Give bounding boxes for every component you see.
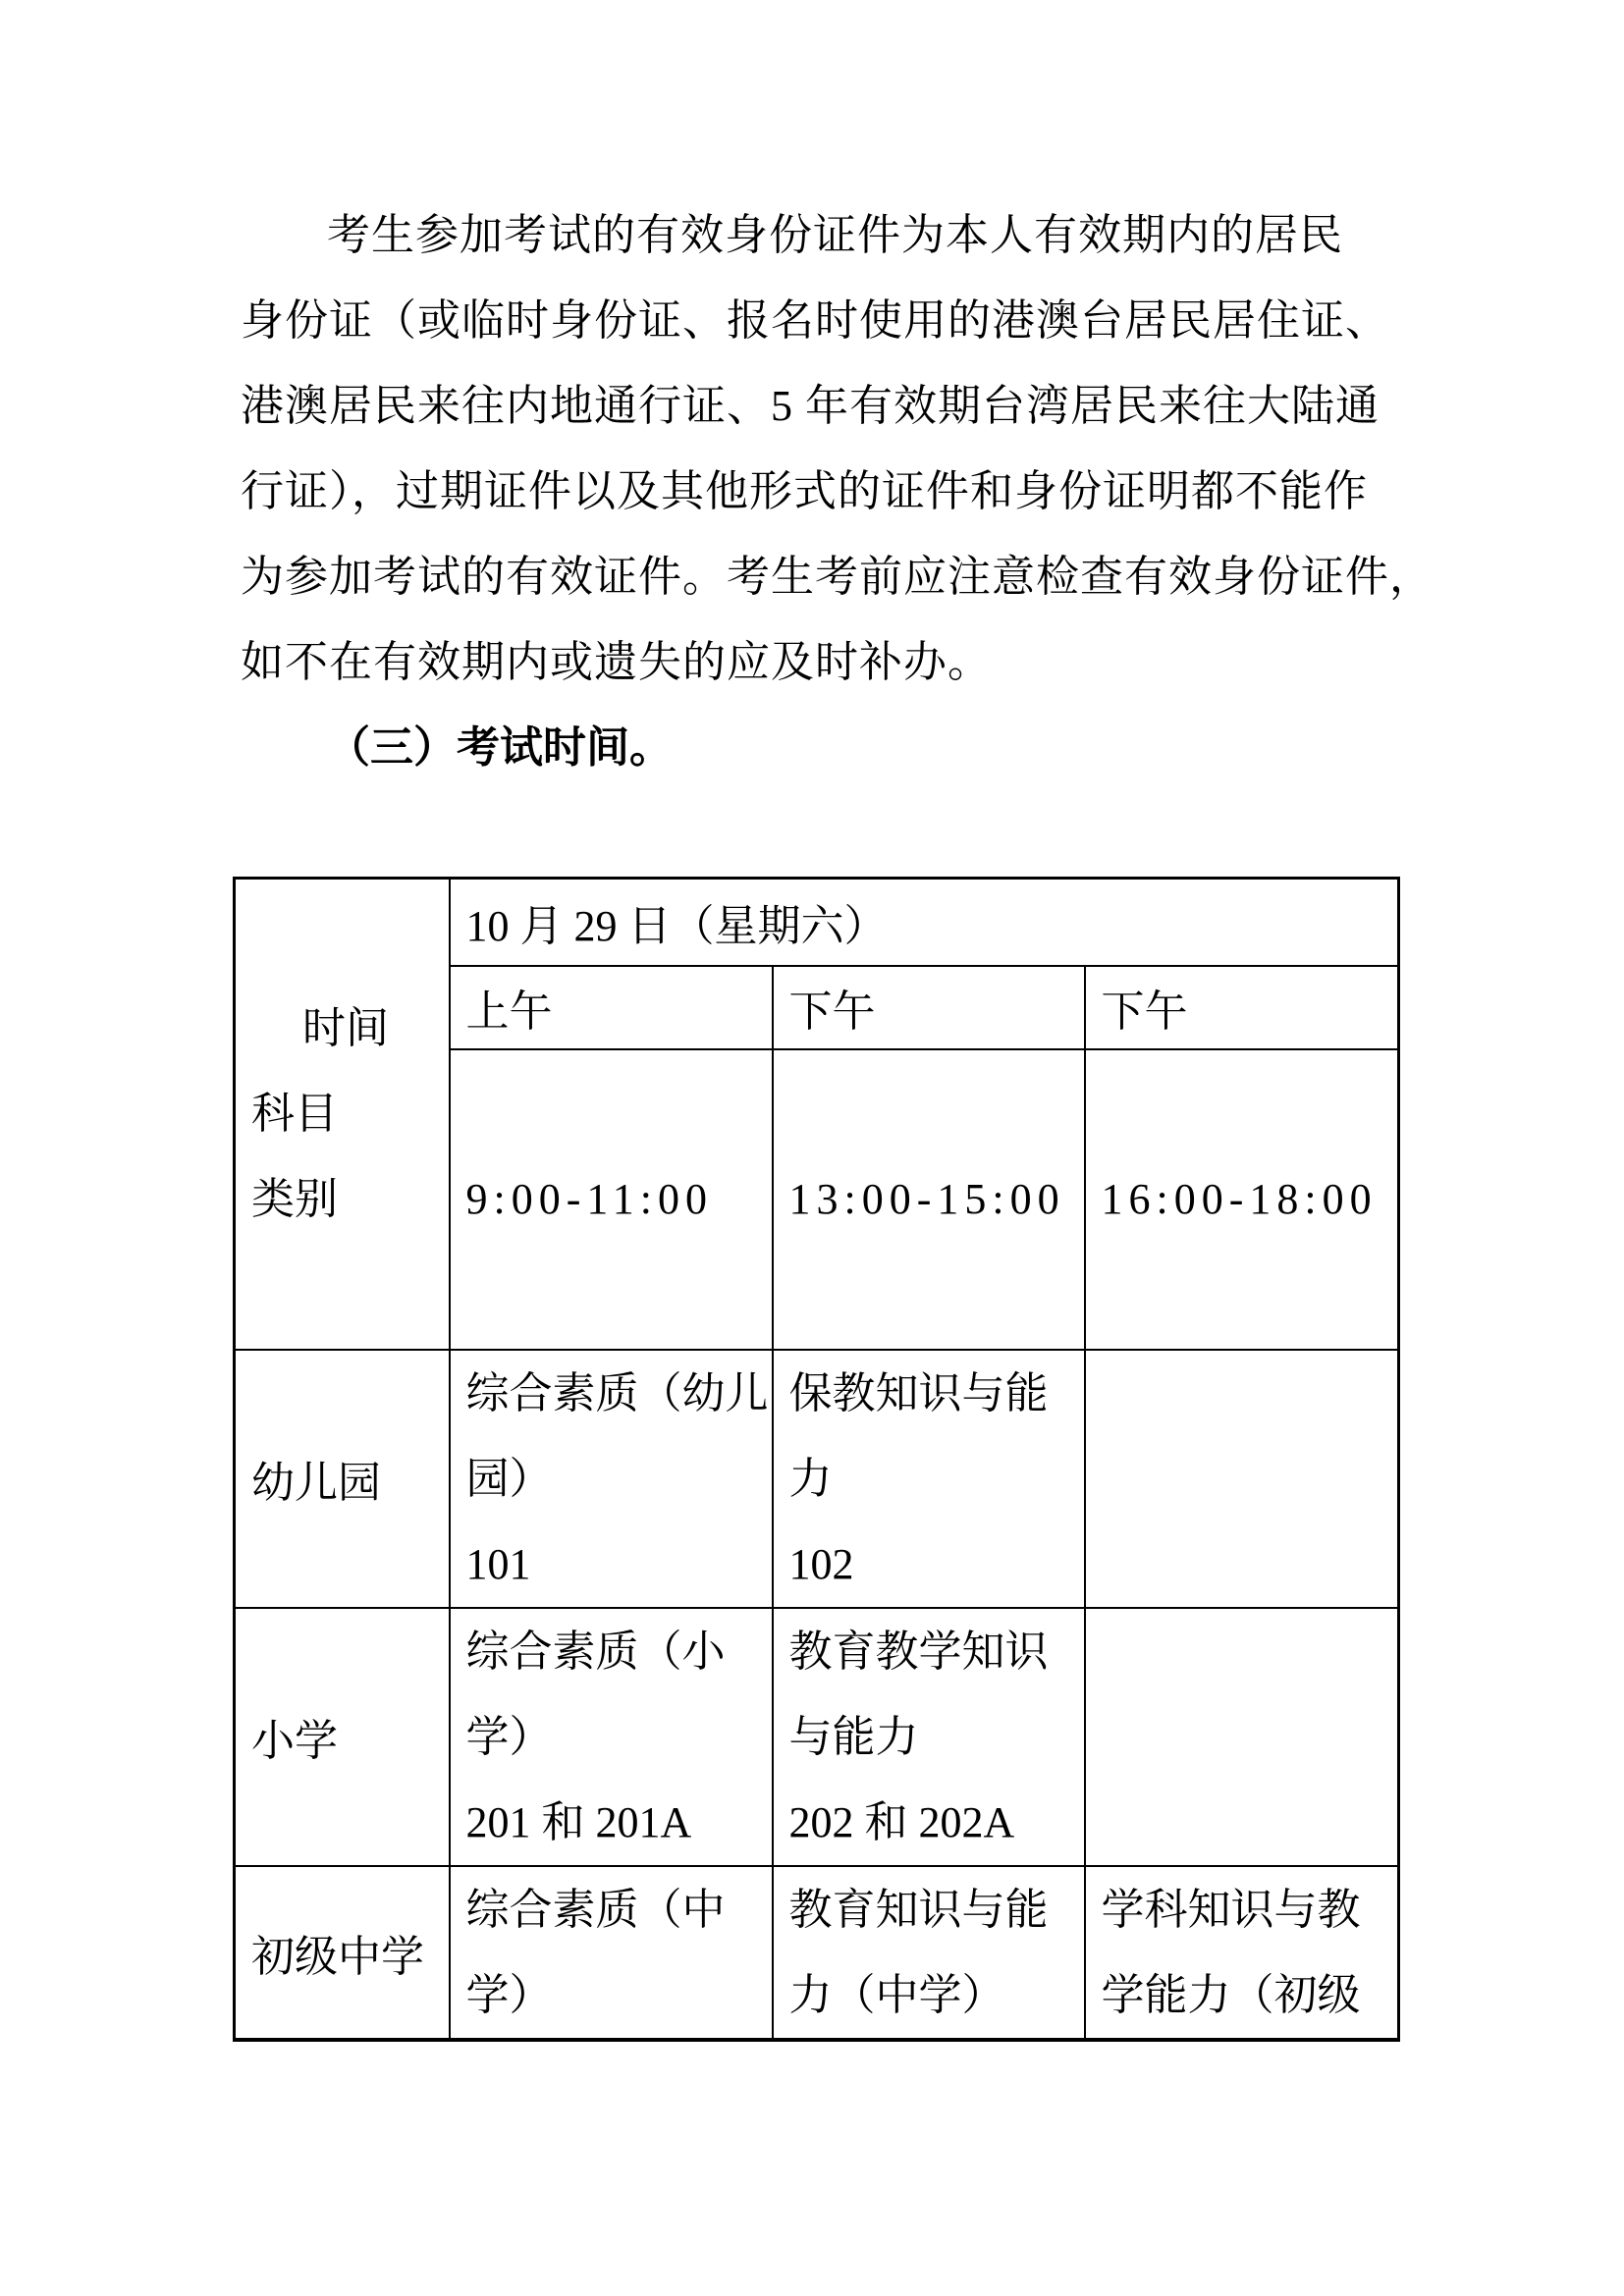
session-header-afternoon-1: 下午 — [773, 966, 1085, 1049]
category-cell-junior-middle: 初级中学 — [235, 1866, 450, 2040]
time-slot-2: 13:00-15:00 — [773, 1049, 1085, 1350]
category-cell-kindergarten: 幼儿园 — [235, 1350, 450, 1608]
subject-line: 与能力 — [788, 1712, 919, 1761]
corner-subject-label: 科目 — [251, 1090, 338, 1139]
subject-cell — [450, 1350, 773, 1608]
subject-cell — [1085, 1866, 1399, 2040]
subject-code: 101 — [465, 1539, 531, 1588]
subject-line: 教育教学知识 — [788, 1627, 1049, 1676]
paragraph-line-4: 行证），过期证件以及其他形式的证件和身份证明都不能作 — [241, 467, 1368, 515]
paragraph-line-3: 港澳居民来往内地通行证、5 年有效期台湾居民来往大陆通 — [241, 382, 1380, 430]
subject-line: 综合素质（中 — [465, 1885, 726, 1934]
subject-line: 综合素质（幼儿 — [465, 1368, 769, 1417]
session-header-afternoon-2: 下午 — [1085, 966, 1399, 1049]
subject-cell — [450, 1608, 773, 1866]
section-heading: （三）考试时间。 — [327, 723, 673, 772]
subject-line: 学能力（初级 — [1101, 1970, 1361, 2019]
subject-line: 力 — [788, 1454, 833, 1503]
subject-line: 学） — [465, 1712, 553, 1761]
corner-header-inner — [251, 986, 445, 1242]
subject-line: 园） — [465, 1454, 553, 1503]
date-header-cell: 10 月 29 日（星期六） — [450, 879, 1399, 966]
subject-code: 102 — [788, 1539, 854, 1588]
paragraph-line-1: 考生参加考试的有效身份证件为本人有效期内的居民 — [327, 211, 1343, 259]
subject-line: 力（中学） — [788, 1970, 1005, 2019]
paragraph-line-2: 身份证（或临时身份证、报名时使用的港澳台居民居住证、 — [241, 296, 1389, 345]
subject-line: 保教知识与能 — [788, 1368, 1049, 1417]
subject-cell — [773, 1866, 1085, 2040]
corner-category-label: 类别 — [251, 1175, 338, 1224]
corner-header-cell — [235, 879, 450, 1350]
body-text — [0, 0, 1624, 790]
paragraph-line-6: 如不在有效期内或遗失的应及时补办。 — [241, 638, 992, 686]
time-slot-1: 9:00-11:00 — [450, 1049, 773, 1350]
category-cell-primary: 小学 — [235, 1608, 450, 1866]
subject-code: 202 和 202A — [788, 1797, 1015, 1846]
subject-code: 201 和 201A — [465, 1797, 692, 1846]
subject-cell-empty — [1085, 1608, 1399, 1866]
exam-schedule-table — [233, 877, 1400, 2042]
table-row-primary — [235, 1608, 1399, 1866]
subject-line: 学科知识与教 — [1101, 1885, 1361, 1934]
table-row-date — [235, 879, 1399, 966]
session-header-morning: 上午 — [450, 966, 773, 1049]
paragraph-line-5: 为参加考试的有效证件。考生考前应注意检查有效身份证件， — [241, 553, 1434, 601]
subject-line: 学） — [465, 1970, 553, 2019]
subject-cell — [450, 1866, 773, 2040]
table-row-kindergarten — [235, 1350, 1399, 1608]
subject-cell — [773, 1608, 1085, 1866]
corner-time-label: 时间 — [302, 1004, 389, 1053]
subject-line: 教育知识与能 — [788, 1885, 1049, 1934]
time-slot-3: 16:00-18:00 — [1085, 1049, 1399, 1350]
table-row-junior-middle — [235, 1866, 1399, 2040]
subject-line: 综合素质（小 — [465, 1627, 726, 1676]
subject-cell — [773, 1350, 1085, 1608]
subject-cell-empty — [1085, 1350, 1399, 1608]
